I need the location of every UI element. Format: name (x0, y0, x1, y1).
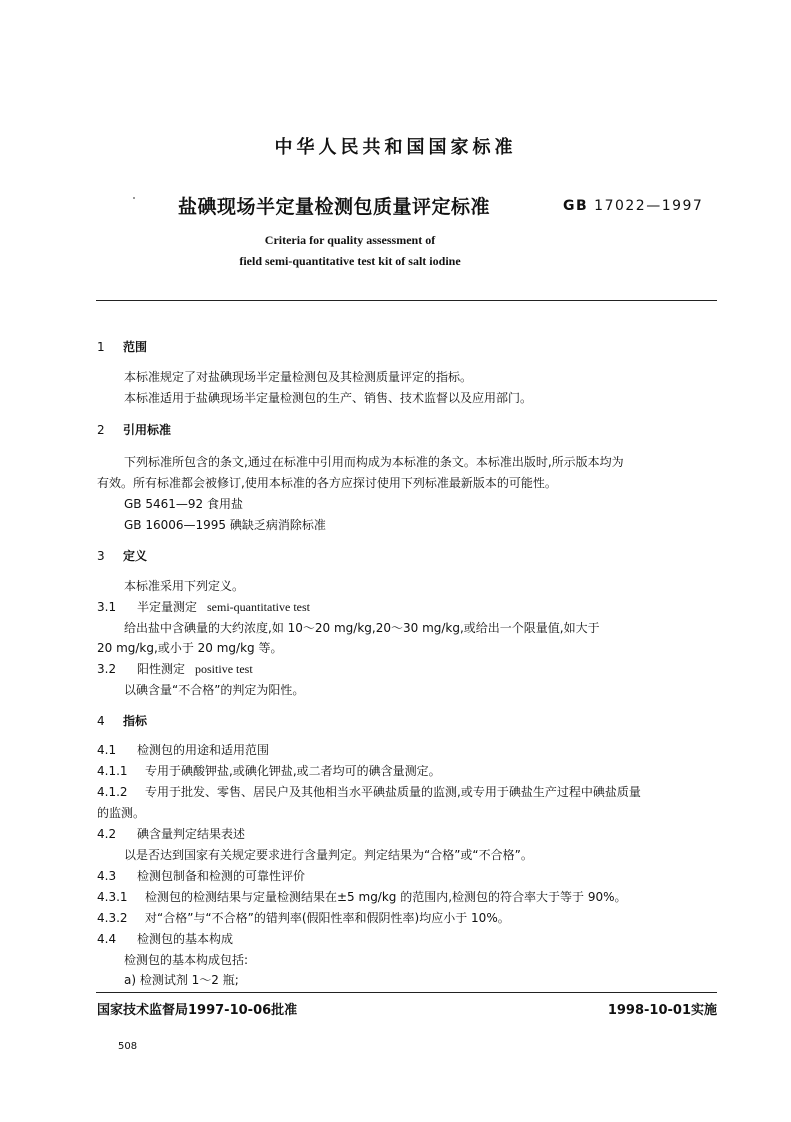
standard-prefix: GB (563, 198, 589, 214)
clause-4-3-1 (97, 889, 627, 905)
section-1-para-2: 本标准适用于盐碘现场半定量检测包的生产、销售、技术监督以及应用部门。 (124, 391, 533, 405)
clause-4-1-2-text-cont: 的监测。 (97, 806, 146, 820)
clause-4-1-1-text: 专用于碘酸钾盐,或碘化钾盐,或二者均可的碘含量测定。 (145, 764, 441, 778)
clause-4-2 (97, 826, 245, 842)
clause-4-1-2 (97, 784, 641, 800)
section-3-title: 定义 (123, 549, 148, 563)
page-number: 508 (118, 1041, 138, 1052)
definition-3-2 (97, 661, 253, 677)
clause-4-2-text: 碘含量判定结果表述 (137, 827, 246, 841)
section-4-number: 4 (97, 714, 105, 728)
definition-3-2-term: 阳性测定 (137, 662, 186, 676)
definition-3-1 (97, 599, 310, 615)
definition-3-2-text: 以碘含量“不合格”的判定为阳性。 (124, 683, 305, 697)
clause-4-3 (97, 868, 305, 884)
section-1-title: 范围 (123, 340, 148, 354)
approval-line: 国家技术监督局1997-10-06批准 (97, 1003, 298, 1018)
clause-4-4-para: 检测包的基本构成包括: (124, 953, 249, 967)
section-2-number: 2 (97, 423, 105, 437)
definition-3-2-english: positive test (195, 662, 253, 676)
clause-4-1-number: 4.1 (97, 743, 117, 757)
clause-4-3-1-number: 4.3.1 (97, 890, 128, 904)
definition-3-1-text-line-2: 20 mg/kg,或小于 20 mg/kg 等。 (97, 641, 283, 655)
section-2-heading (97, 421, 171, 438)
definition-3-1-english: semi-quantitative test (207, 600, 310, 614)
section-3-number: 3 (97, 549, 105, 563)
reference-gb16006: GB 16006—1995 碘缺乏病消除标准 (124, 518, 326, 532)
standard-title: 盐碘现场半定量检测包质量评定标准 (178, 196, 491, 218)
definition-3-2-number: 3.2 (97, 662, 117, 676)
header-rule (96, 300, 717, 301)
clause-4-3-text: 检测包制备和检测的可靠性评价 (137, 869, 306, 883)
clause-4-1-text: 检测包的用途和适用范围 (137, 743, 270, 757)
clause-4-2-number: 4.2 (97, 827, 117, 841)
clause-4-3-1-text: 检测包的检测结果与定量检测结果在±5 mg/kg 的范围内,检测包的符合率大于等于 90%。 (145, 890, 627, 904)
scan-speck (133, 197, 135, 199)
footer-rule (96, 992, 717, 993)
clause-4-4-item-a: a) 检测试剂 1～2 瓶; (124, 973, 239, 987)
standard-number (563, 198, 703, 214)
section-3-heading (97, 547, 147, 564)
reference-gb5461: GB 5461—92 食用盐 (124, 497, 243, 511)
definition-3-1-text-line-1: 给出盐中含碘量的大约浓度,如 10～20 mg/kg,20～30 mg/kg,或给出一个限量值,如大于 (124, 621, 600, 635)
section-2-para-line-2: 有效。所有标准都会被修订,使用本标准的各方应探讨使用下列标准最新版本的可能性。 (97, 476, 557, 490)
clause-4-2-para: 以是否达到国家有关规定要求进行含量判定。判定结果为“合格”或“不合格”。 (124, 848, 533, 862)
section-1-heading (97, 338, 147, 355)
section-2-para-line-1: 下列标准所包含的条文,通过在标准中引用而构成为本标准的条文。本标准出版时,所示版本均为 (124, 455, 624, 469)
clause-4-3-2-text: 对“合格”与“不合格”的错判率(假阳性率和假阴性率)均应小于 10%。 (145, 911, 510, 925)
section-3-para-1: 本标准采用下列定义。 (124, 579, 245, 593)
clause-4-4-text: 检测包的基本构成 (137, 932, 234, 946)
clause-4-3-2 (97, 910, 510, 926)
clause-4-3-number: 4.3 (97, 869, 117, 883)
clause-4-1-2-text: 专用于批发、零售、居民户及其他相当水平碘盐质量的监测,或专用于碘盐生产过程中碘盐质量 (145, 785, 641, 799)
national-standard-heading: 中华人民共和国国家标准 (274, 137, 517, 158)
section-1-para-1: 本标准规定了对盐碘现场半定量检测包及其检测质量评定的指标。 (124, 370, 473, 384)
standard-code: 17022—1997 (594, 198, 704, 214)
clause-4-3-2-number: 4.3.2 (97, 911, 128, 925)
section-1-number: 1 (97, 340, 105, 354)
section-4-heading (97, 712, 147, 729)
clause-4-1 (97, 742, 269, 758)
definition-3-1-term: 半定量测定 (137, 600, 198, 614)
english-title-line-1: Criteria for quality assessment of (264, 233, 436, 247)
clause-4-4-number: 4.4 (97, 932, 117, 946)
definition-3-1-number: 3.1 (97, 600, 117, 614)
section-2-title: 引用标准 (123, 423, 172, 437)
english-title-line-2: field semi-quantitative test kit of salt iodine (239, 254, 461, 268)
implementation-date: 1998-10-01实施 (607, 1003, 717, 1018)
clause-4-1-2-number: 4.1.2 (97, 785, 128, 799)
clause-4-1-1-number: 4.1.1 (97, 764, 128, 778)
section-4-title: 指标 (123, 714, 148, 728)
clause-4-4 (97, 931, 233, 947)
clause-4-1-1 (97, 763, 441, 779)
